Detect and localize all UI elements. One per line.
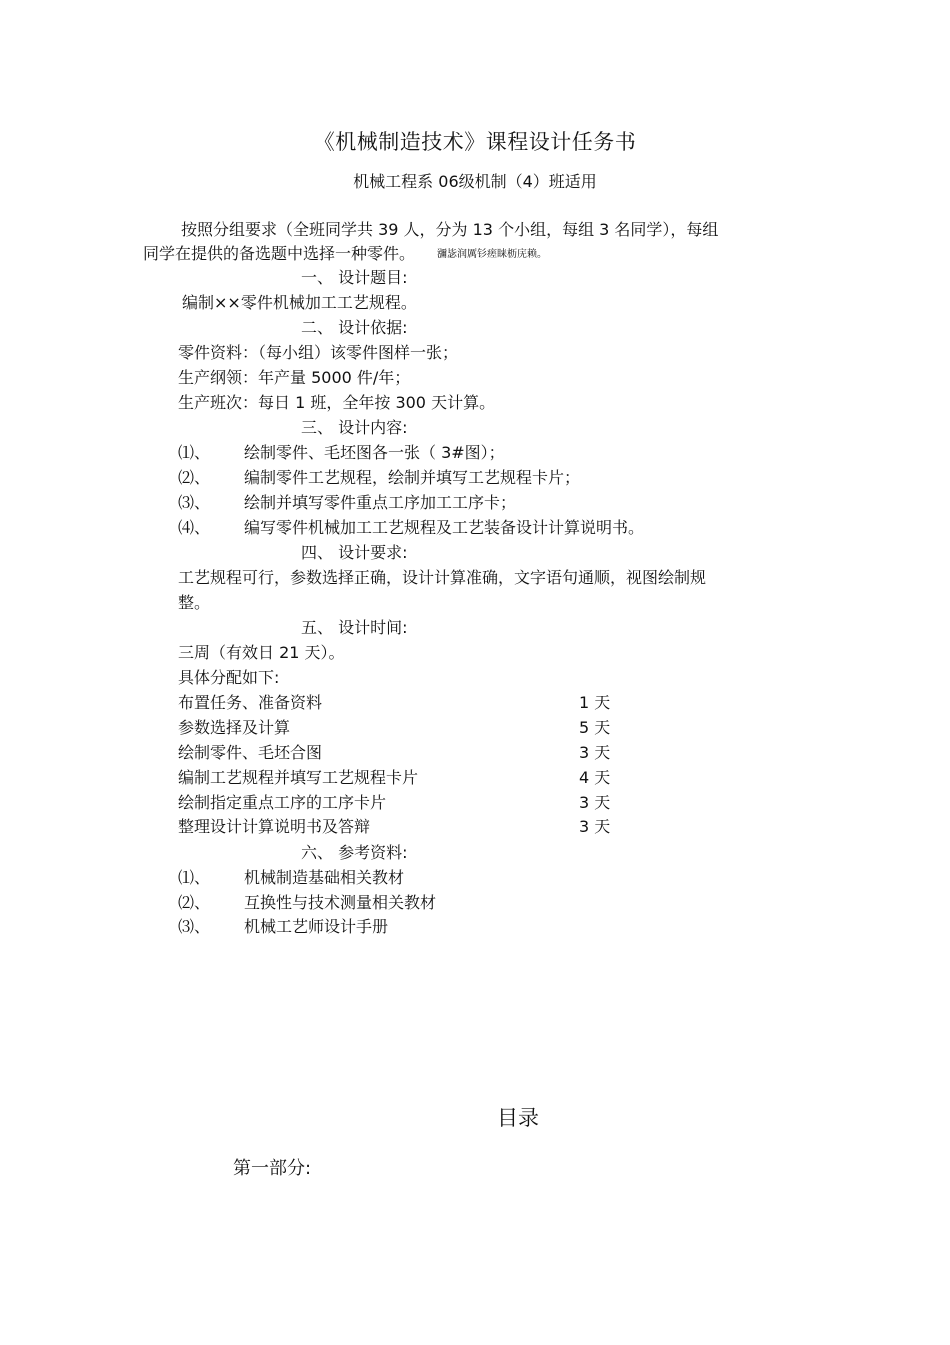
schedule-days-2: 5 天 (579, 718, 611, 737)
basis-line-parts: 零件资料：（每小组）该零件图样一张； (178, 343, 459, 362)
schedule-task-3: 绘制零件、毛坯合图 (178, 743, 323, 762)
time-allocation-label: 具体分配如下: (178, 668, 280, 687)
intro-line-2: 同学在提供的备选题中选择一种零件。 瀰毖润厲钐瘥睐枥庑赖。 (143, 244, 548, 263)
intro-paragraph (143, 218, 808, 267)
content-item-3: ⑶、 绘制并填写零件重点工序加工工序卡； (178, 493, 517, 512)
section-heading-4: 四、 设计要求: (301, 543, 408, 562)
document-subtitle: 机械工程系 06级机制（4）班适用 (353, 172, 597, 191)
section-heading-5: 五、 设计时间: (301, 618, 408, 637)
basis-line-production: 生产纲领：年产量 5000 件/年； (178, 368, 411, 387)
time-total: 三周（有效日 21 天）。 (178, 643, 345, 662)
section-heading-1: 一、 设计题目: (301, 268, 408, 287)
section-heading-2: 二、 设计依据: (301, 318, 408, 337)
schedule-task-2: 参数选择及计算 (178, 718, 291, 737)
schedule-task-1: 布置任务、准备资料 (178, 693, 323, 712)
content-item-4: ⑷、 编写零件机械加工工艺规程及工艺装备设计计算说明书。 (178, 518, 645, 537)
schedule-task-5: 绘制指定重点工序的工序卡片 (178, 793, 387, 812)
requirements-line-2: 整。 (178, 593, 211, 612)
intro-tiny-text: 瀰毖润厲钐瘥睐枥庑赖。 (437, 248, 548, 260)
schedule-days-4: 4 天 (579, 768, 611, 787)
content-item-1: ⑴、 绘制零件、毛坯图各一张（ 3#图）； (178, 443, 505, 462)
schedule-days-6: 3 天 (579, 817, 611, 836)
reference-item-2: ⑵、 互换性与技术测量相关教材 (178, 893, 437, 912)
toc-title: 目录 (497, 1106, 539, 1130)
schedule-task-6: 整理设计计算说明书及答辩 (178, 817, 371, 836)
reference-item-3: ⑶、 机械工艺师设计手册 (178, 917, 389, 936)
section-1-content: 编制××零件机械加工工艺规程。 (182, 293, 417, 312)
section-heading-3: 三、 设计内容: (301, 418, 408, 437)
schedule-task-4: 编制工艺规程并填写工艺规程卡片 (178, 768, 419, 787)
schedule-days-1: 1 天 (579, 693, 611, 712)
schedule-days-5: 3 天 (579, 793, 611, 812)
document-title: 《机械制造技术》课程设计任务书 (313, 130, 637, 154)
reference-item-1: ⑴、 机械制造基础相关教材 (178, 868, 405, 887)
section-heading-6: 六、 参考资料: (301, 843, 408, 862)
intro-line-1: 按照分组要求（全班同学共 39 人，分为 13 个小组，每组 3 名同学），每组 (181, 220, 719, 239)
basis-line-shifts: 生产班次：每日 1 班，全年按 300 天计算。 (178, 393, 496, 412)
content-item-2: ⑵、 编制零件工艺规程，绘制并填写工艺规程卡片； (178, 468, 581, 487)
requirements-line-1: 工艺规程可行，参数选择正确，设计计算准确，文字语句通顺，视图绘制规 (178, 568, 707, 587)
schedule-days-3: 3 天 (579, 743, 611, 762)
toc-part-1: 第一部分: (233, 1158, 312, 1179)
